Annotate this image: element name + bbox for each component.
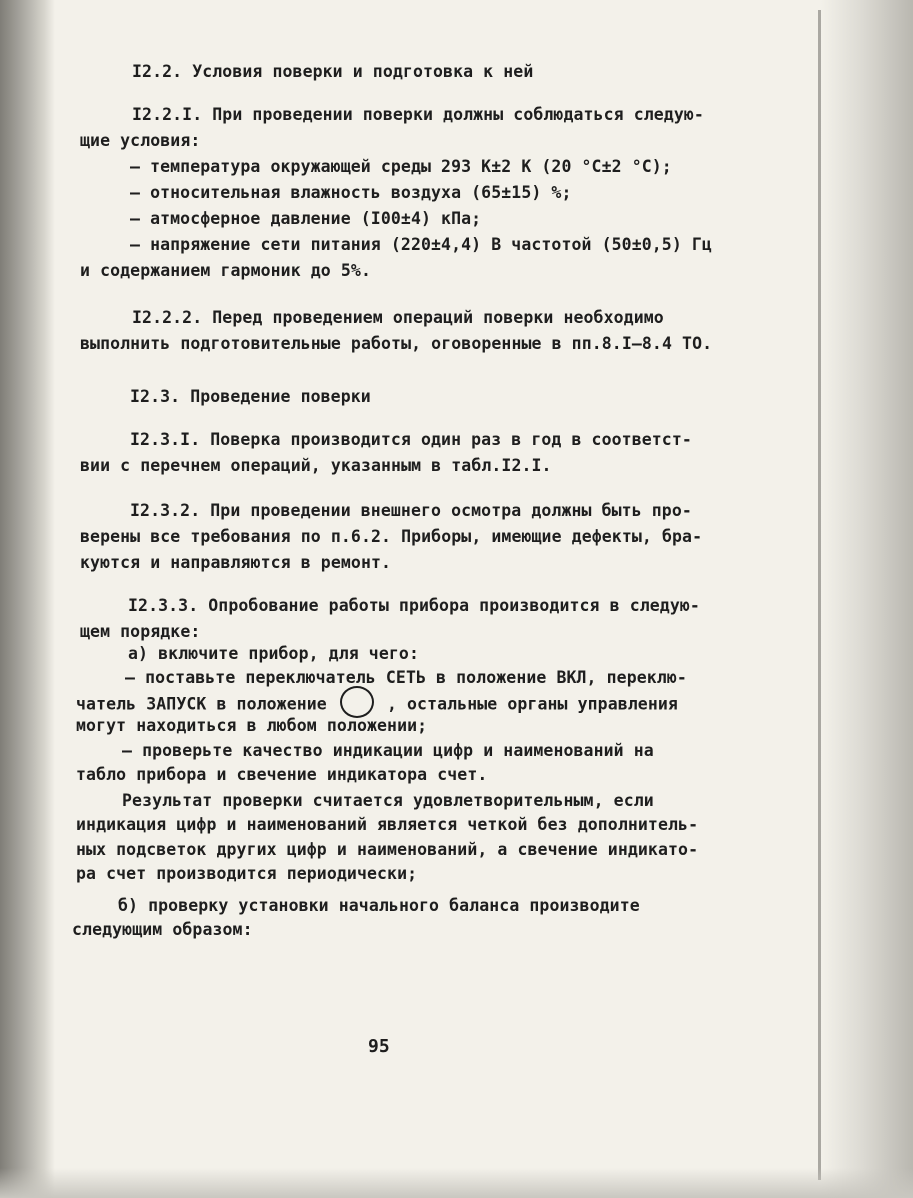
- step-a-line-start: чатель ЗАПУСК в положение: [76, 694, 327, 714]
- paragraph-12-2-2-line: выполнить подготовительные работы, оговоренные в пп.8.I–8.4 ТО.: [80, 334, 713, 353]
- step-a-line: табло прибора и свечение индикатора счет.: [76, 765, 488, 784]
- step-a-line-end: , остальные органы управления: [386, 694, 678, 714]
- paragraph-12-3-2-line: I2.3.2. При проведении внешнего осмотра должны быть про-: [130, 501, 692, 520]
- paragraph-12-3-2-line: верены все требования по п.6.2. Приборы, имеющие дефекты, бра-: [80, 527, 703, 546]
- result-line: Результат проверки считается удовлетворительным, если: [122, 791, 654, 810]
- paragraph-12-2-1-line: щие условия:: [80, 131, 201, 150]
- condition-temperature: – температура окружающей среды 293 К±2 К (20 °С±2 °С);: [130, 157, 672, 176]
- condition-humidity: – относительная влажность воздуха (65±15) %;: [130, 183, 572, 202]
- step-b-line: б) проверку установки начального баланса производите: [118, 896, 640, 915]
- result-line: ных подсветок других цифр и наименований, а свечение индикато-: [76, 840, 699, 859]
- condition-pressure: – атмосферное давление (I00±4) кПа;: [130, 209, 482, 228]
- paragraph-12-3-3-line: щем порядке:: [80, 622, 201, 641]
- section-heading-12-3: I2.3. Проведение поверки: [130, 387, 371, 406]
- paragraph-12-3-1-line: вии с перечнем операций, указанным в табл.I2.I.: [80, 456, 552, 475]
- step-a-heading: а) включите прибор, для чего:: [128, 644, 419, 663]
- paragraph-12-3-1-line: I2.3.I. Поверка производится один раз в год в соответст-: [130, 430, 692, 449]
- scan-shadow-left: [0, 0, 55, 1198]
- scan-shadow-right: [821, 0, 913, 1198]
- paragraph-12-3-3-line: I2.3.3. Опробование работы прибора производится в следую-: [128, 596, 700, 615]
- result-line: индикация цифр и наименований является четкой без дополнитель-: [76, 815, 699, 834]
- step-a-line: – проверьте качество индикации цифр и наименований на: [122, 741, 654, 760]
- paragraph-12-2-2-line: I2.2.2. Перед проведением операций поверки необходимо: [132, 308, 664, 327]
- condition-voltage: – напряжение сети питания (220±4,4) В частотой (50±0,5) Гц: [130, 235, 712, 254]
- step-b-line: следующим образом:: [72, 920, 253, 939]
- circle-position-icon: [340, 686, 374, 718]
- paragraph-12-2-1-line: I2.2.I. При проведении поверки должны соблюдаться следую-: [132, 105, 704, 124]
- result-line: ра счет производится периодически;: [76, 864, 418, 883]
- step-a-line: могут находиться в любом положении;: [76, 716, 428, 735]
- page-number: 95: [368, 1036, 390, 1057]
- section-heading-12-2: I2.2. Условия поверки и подготовка к ней: [132, 62, 534, 81]
- paragraph-12-3-2-line: куются и направляются в ремонт.: [80, 553, 392, 572]
- page-edge-line: [818, 10, 821, 1180]
- condition-voltage-cont: и содержанием гармоник до 5%.: [80, 261, 371, 280]
- step-a-line: – поставьте переключатель СЕТЬ в положение ВКЛ, переклю-: [125, 668, 687, 687]
- scan-shadow-bottom: [0, 1168, 913, 1198]
- step-a-line-with-symbol: [76, 692, 678, 718]
